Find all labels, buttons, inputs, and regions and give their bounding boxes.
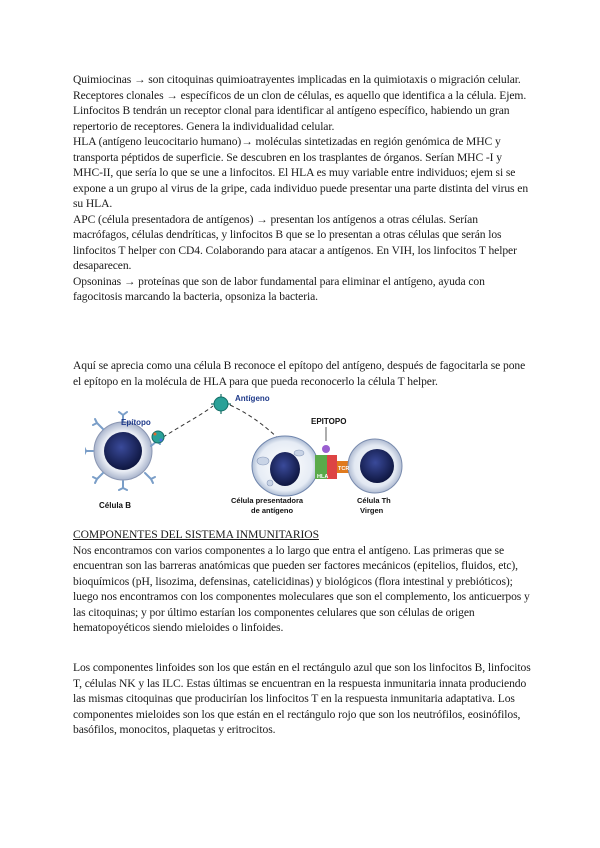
figure-explanation — [73, 358, 533, 389]
label-epitope-caps: EPITOPO — [311, 417, 347, 426]
definitions-list — [73, 72, 533, 305]
label-th-line2: Virgen — [360, 506, 384, 515]
label-apc-line1: Célula presentadora — [231, 496, 304, 505]
bound-antigen — [152, 431, 164, 443]
figure-illustration — [85, 391, 410, 519]
label-epitope: Epítopo — [121, 418, 151, 427]
definition-quimiocinas: Quimiocinas → son citoquinas quimioatrayentes implicadas en la quimiotaxis o migración celular. — [73, 73, 521, 86]
label-antigen: Antígeno — [235, 394, 270, 403]
label-th-line1: Célula Th — [357, 496, 391, 505]
free-antigen — [211, 394, 231, 414]
lymphoid-section — [73, 660, 533, 738]
antigen-presenting-cell — [252, 436, 318, 496]
components-section — [73, 527, 533, 636]
section-paragraph-1: Nos encontramos con varios componentes a lo largo que entra el antígeno. Las primeras que se encuentran son las barreras anatómicas que pueden ser factores mecánicos (epitelios, fluidos, etc), bioquímicos (pH, lisozima, defensinas, catelicidinas) y biológicos (flora intestinal y prebióticos); luego nos encontramos con los componentes moleculares que son el complemento, los anticuerpos y las citoquinas; y por último estarían los componentes celulares que son células de origen hematopoyéticos siendo mieloides o linfoides. — [73, 543, 530, 634]
label-b-cell: Célula B — [99, 501, 132, 510]
definition-opsoninas: Opsoninas → proteínas que son de labor fundamental para eliminar el antígeno, ayuda con fagocitosis marcando la bacteria, opsoniza la bacteria. — [73, 274, 485, 303]
th-cell — [348, 439, 402, 493]
explanation-text: Aquí se aprecia como una célula B reconoce el epítopo del antígeno, después de fagocitarla se pone el epítopo en la molécula de HLA para que pueda reconocerlo la célula T helper. — [73, 359, 526, 388]
section-title: COMPONENTES DEL SISTEMA INMUNITARIOS — [73, 528, 319, 541]
definition-apc: APC (célula presentadora de antígenos) → presentan los antígenos a otras células. Serían macrófagos, células dendríticas, y linfocitos B que se lo presentan a otras células que serán los linfocitos T helper con CD4. Colaborando para atacar a antígenos. En VIH, los linfocitos T helper desaparecen. — [73, 212, 517, 272]
label-apc-line2: de antígeno — [251, 506, 294, 515]
label-hla: HLA — [317, 474, 329, 480]
definition-receptores-clonales: Receptores clonales → específicos de un clon de células, es aquello que identifica a la célula. Ejem. Linfocitos B tendrán un receptor clonal para identificar al antígeno específico, habiendo un gran repertorio de receptores. Genera la individualidad celular. — [73, 88, 527, 133]
label-tcr: TCR — [338, 466, 350, 472]
antigen-presentation-figure — [85, 391, 410, 519]
definition-hla: HLA (antígeno leucocitario humano)→ moléculas sintetizadas en región genómica de MHC y transporta péptidos de superficie. Se descubren en los trasplantes de órganos. Serían MHC -I y MHC-II, que sería lo que se une a linfocitos. El HLA es muy variable entre individuos; ejem si se expone a un grupo al virus de la gripe, cada individuo puede presentar una parte distinta del virus en su HLA. — [73, 135, 529, 210]
section-paragraph-2: Los componentes linfoides son los que están en el rectángulo azul que son los linfocitos B, linfocitos T, células NK y las ILC. Estas últimas se encuentran en la respuesta inmunitaria innata produciendo las mismas citoquinas que producirían los linfocitos T en la respuesta inmunitaria adaptativa. Los componentes mieloides son los que están en el rectángulo rojo que son los neutrófilos, eosinófilos, basófilos, monocitos, plaquetas y eritrocitos. — [73, 661, 531, 736]
